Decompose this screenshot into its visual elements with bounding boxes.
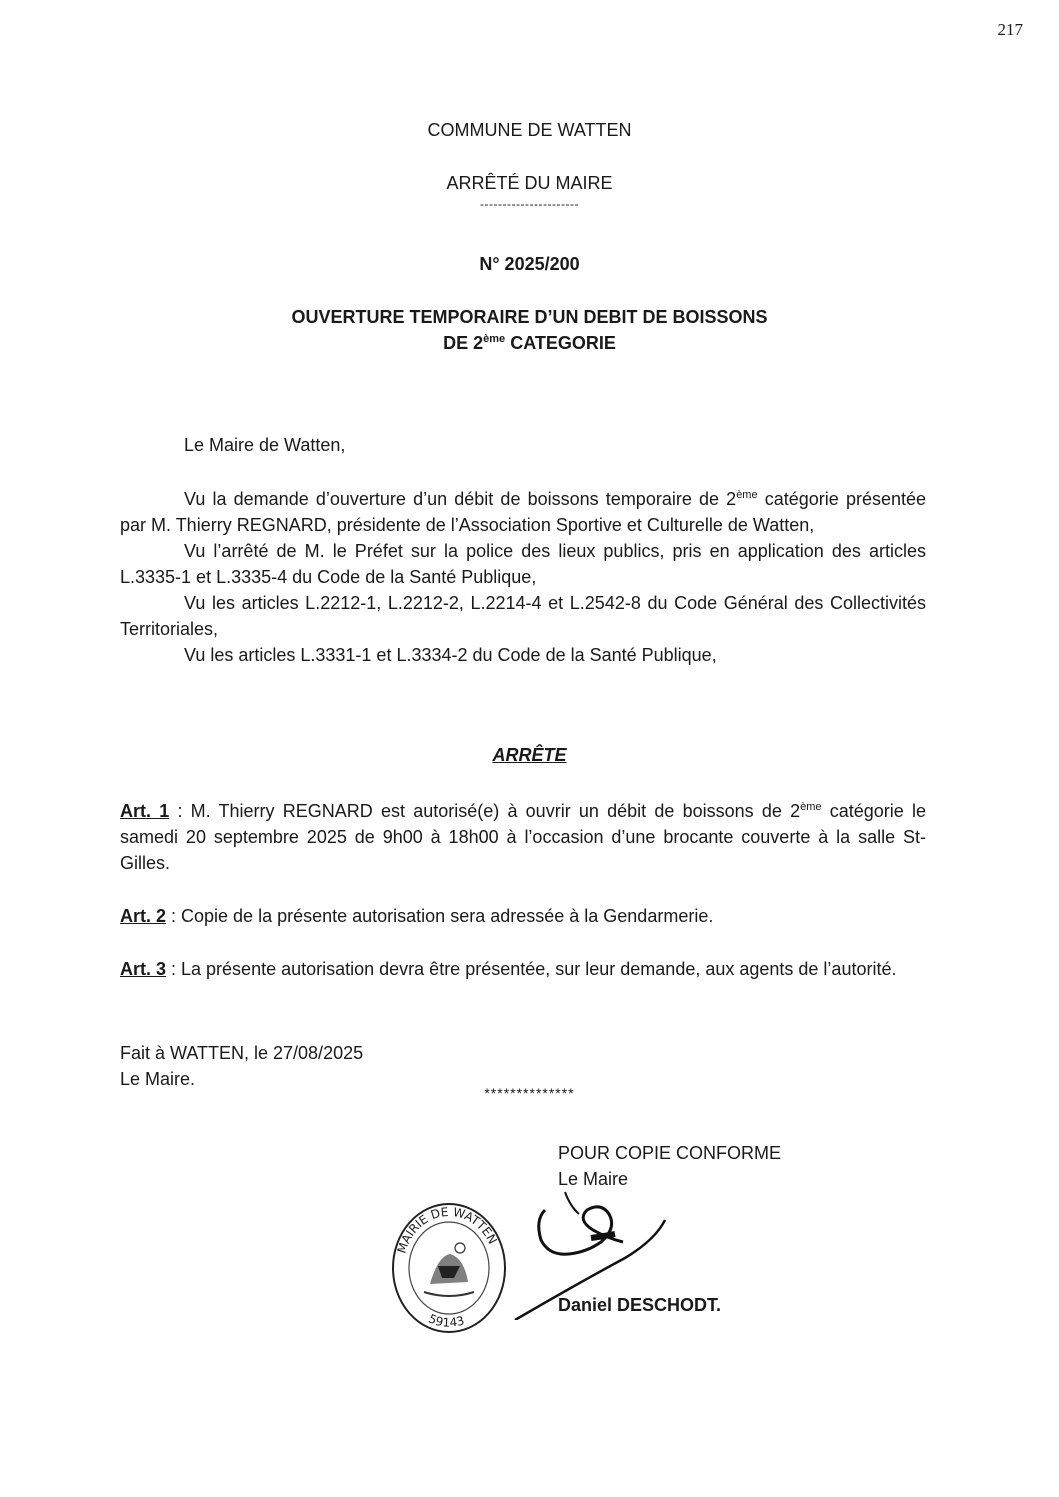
consideration-3: Vu les articles L.2212-1, L.2212-2, L.2214-4 et L.2542-8 du Code Général des Collectivités Territoriales, [120, 593, 926, 639]
decree-number: N° 2025/200 [479, 254, 580, 274]
separator: ---------------------- [480, 197, 579, 211]
decree-title-line1: OUVERTURE TEMPORAIRE D’UN DEBIT DE BOISSONS [291, 307, 768, 327]
copie-role: Le Maire [558, 1169, 629, 1189]
stars-separator: ************** [484, 1085, 575, 1101]
copie-conforme: POUR COPIE CONFORME [558, 1143, 782, 1163]
consideration-2: Vu l’arrêté de M. le Préfet sur la police des lieux publics, pris en application des articles L.3335-1 et L.3335-4 du Code de la Santé Publique, [120, 541, 926, 587]
article-3: Art. 3 : La présente autorisation devra être présentée, sur leur demande, aux agents de l’autorité. [120, 959, 897, 979]
commune-title: COMMUNE DE WATTEN [427, 120, 632, 140]
considerations [120, 486, 926, 668]
svg-text:MAIRIE DE WATTEN [395, 1205, 500, 1255]
page-number: 217 [997, 20, 1023, 39]
article-3-label: Art. 3 [120, 959, 167, 979]
consideration-4: Vu les articles L.3331-1 et L.3334-2 du Code de la Santé Publique, [184, 645, 717, 665]
article-1-label: Art. 1 [120, 801, 170, 821]
greeting: Le Maire de Watten, [184, 435, 346, 455]
decree-title [0, 304, 1059, 356]
seal-text-bottom: 59143 [426, 1311, 466, 1330]
article-1: Art. 1 : M. Thierry REGNARD est autorisé(e) à ouvrir un débit de boissons de 2ème catégorie le samedi 20 septembre 2025 de 9h00 à 18h00 à l’occasion d’une brocante couverte à la salle St-Gilles. [120, 801, 926, 873]
signer-name: Daniel DESCHODT. [558, 1295, 722, 1315]
arrete-heading: ARRÊTE [492, 745, 567, 765]
seal-text-top: MAIRIE DE WATTEN [394, 1204, 500, 1256]
document-type: ARRÊTÉ DU MAIRE [446, 173, 613, 193]
article-2: Art. 2 : Copie de la présente autorisation sera adressée à la Gendarmerie. [120, 906, 714, 926]
fait-role: Le Maire. [120, 1069, 196, 1089]
fait-line: Fait à WATTEN, le 27/08/2025 [120, 1043, 364, 1063]
decree-title-line2: DE 2ème CATEGORIE [443, 333, 616, 353]
consideration-1: Vu la demande d’ouverture d’un débit de boissons temporaire de 2ème catégorie présentée par M. Thierry REGNARD, présidente de l’Association Sportive et Culturelle de Watten, [120, 489, 927, 535]
mairie-seal [388, 1196, 510, 1341]
article-2-label: Art. 2 [120, 906, 167, 926]
